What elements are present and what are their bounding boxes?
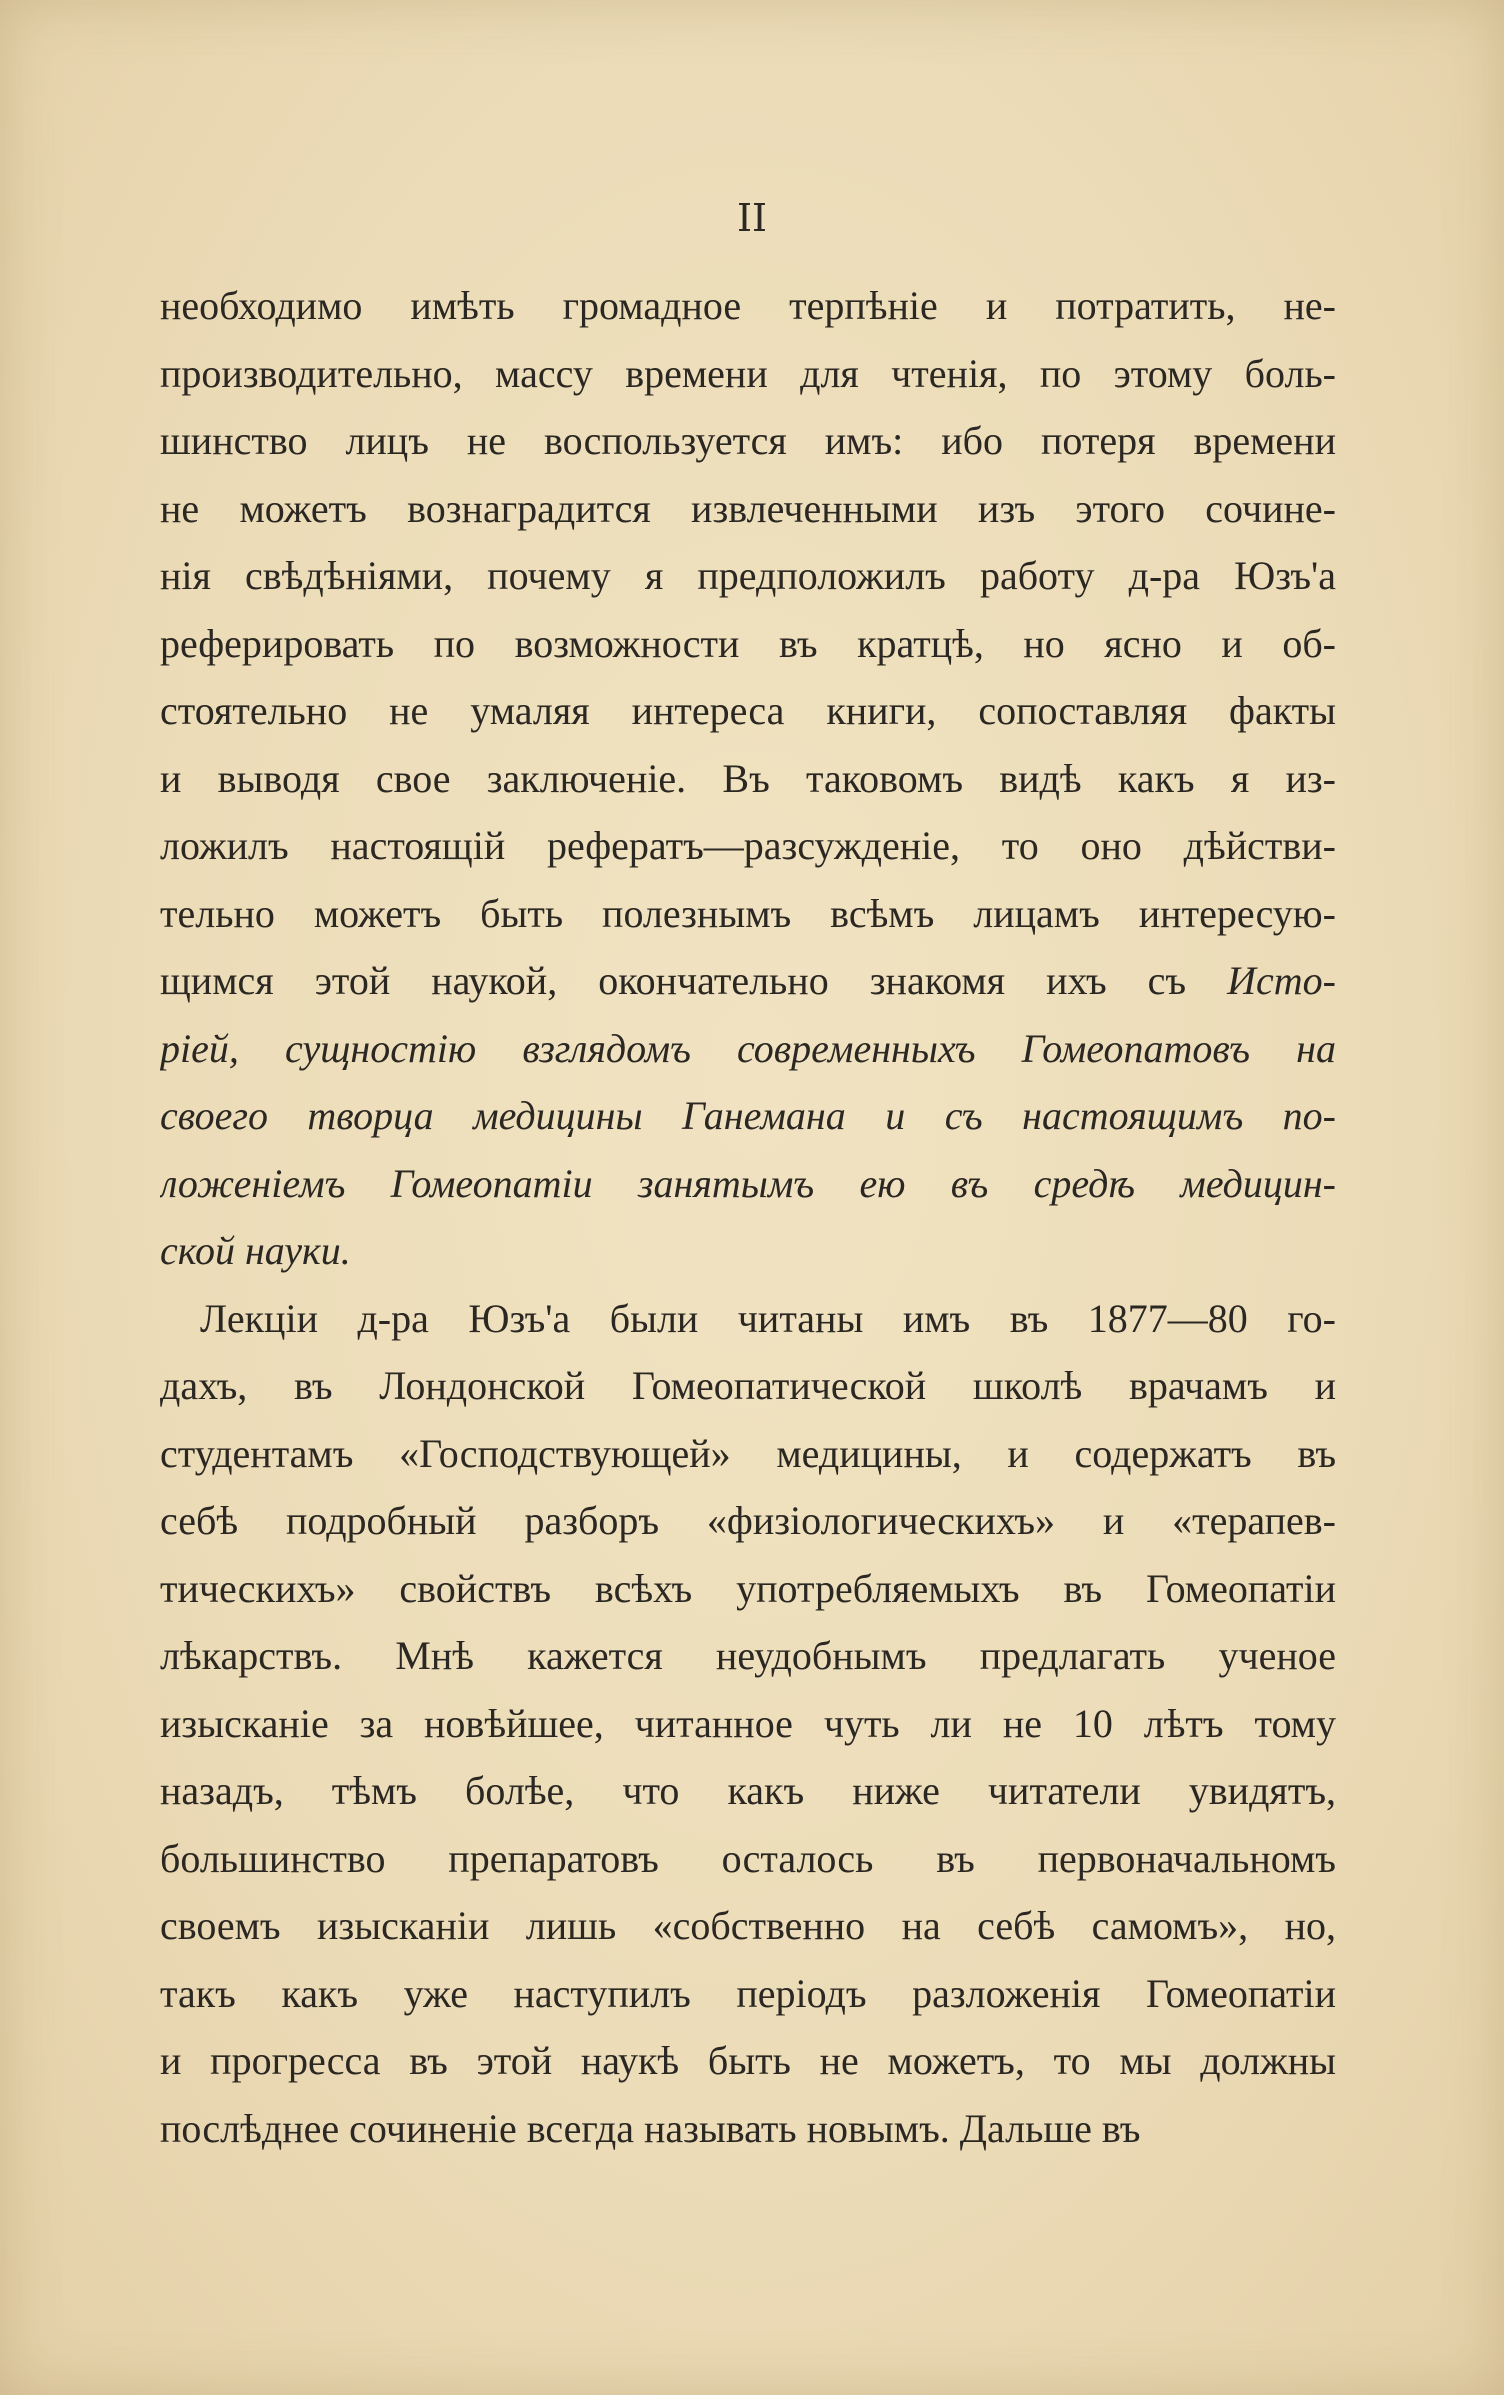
text-line bbox=[160, 1757, 1336, 1825]
page-number: II bbox=[736, 196, 768, 240]
text-run: студентамъ «Господствующей» медицины, и содержатъ въ bbox=[160, 1430, 1336, 1476]
text-line bbox=[160, 1690, 1336, 1758]
text-line bbox=[160, 947, 1336, 1015]
text-line bbox=[160, 1285, 1336, 1353]
text-run: дахъ, въ Лондонской Гомеопатической школѣ врачамъ и bbox=[160, 1363, 1336, 1408]
text-run: щимся этой наукой, окончательно знакомя ихъ съ bbox=[160, 958, 1228, 1003]
text-run: тическихъ» свойствъ всѣхъ употребляемыхъ въ Гомеопатіи bbox=[160, 1565, 1336, 1611]
text-line bbox=[160, 1960, 1336, 2028]
text-line bbox=[160, 745, 1336, 813]
text-line bbox=[160, 1015, 1336, 1083]
text-run: производительно, массу времени для чтенія, по этому боль- bbox=[160, 350, 1336, 396]
text-run: своемъ изысканіи лишь «собственно на себѣ самомъ», но, bbox=[160, 1903, 1336, 1948]
text-line bbox=[160, 272, 1336, 340]
text-line bbox=[160, 1555, 1336, 1623]
text-run: стоятельно не умаляя интереса книги, сопоставляя факты bbox=[160, 688, 1336, 733]
text-run: назадъ, тѣмъ болѣе, что какъ ниже читатели увидятъ, bbox=[160, 1768, 1336, 1813]
text-run: не можетъ вознаградится извлеченными изъ этого сочине- bbox=[160, 485, 1336, 531]
text-line bbox=[160, 340, 1336, 408]
text-run: себѣ подробный разборъ «физіологическихъ» и «терапев- bbox=[160, 1498, 1336, 1543]
text-line bbox=[160, 1352, 1336, 1420]
paragraph bbox=[160, 272, 1336, 1285]
text-run: большинство препаратовъ осталось въ первоначальномъ bbox=[160, 1835, 1336, 1881]
text-line bbox=[160, 1892, 1336, 1960]
text-run: лѣкарствъ. Мнѣ кажется неудобнымъ предлагать ученое bbox=[160, 1633, 1336, 1678]
italic-text: ской науки. bbox=[160, 1228, 351, 1273]
text-line bbox=[160, 1082, 1336, 1150]
text-line bbox=[160, 1825, 1336, 1893]
text-line bbox=[160, 1217, 1336, 1285]
text-run: реферировать по возможности въ кратцѣ, но ясно и об- bbox=[160, 620, 1336, 666]
text-run: ложилъ настоящій рефератъ—разсужденіе, то оно дѣйстви- bbox=[160, 823, 1336, 868]
text-line bbox=[160, 610, 1336, 678]
text-line bbox=[160, 2027, 1336, 2095]
text-line bbox=[160, 542, 1336, 610]
text-run: и прогресса въ этой наукѣ быть не можетъ, то мы должны bbox=[160, 2038, 1336, 2083]
text-line bbox=[160, 2095, 1336, 2163]
text-line bbox=[160, 1487, 1336, 1555]
italic-text: ріей, сущностію взглядомъ современныхъ Гомеопатовъ на bbox=[160, 1025, 1336, 1071]
text-line bbox=[160, 407, 1336, 475]
text-line bbox=[160, 1420, 1336, 1488]
italic-text: своего творца медицины Ганемана и съ настоящимъ по- bbox=[160, 1093, 1336, 1138]
body-text bbox=[160, 272, 1336, 2162]
text-run: послѣднее сочиненіе всегда называть новымъ. Дальше въ bbox=[160, 2105, 1141, 2151]
text-line bbox=[160, 812, 1336, 880]
text-run: шинство лицъ не воспользуется имъ: ибо потеря времени bbox=[160, 418, 1336, 463]
text-run: Лекціи д-ра Юзъ'а были читаны имъ въ 1877—80 го- bbox=[200, 1295, 1336, 1341]
italic-text: ложеніемъ Гомеопатіи занятымъ ею въ средѣ медицин- bbox=[160, 1160, 1336, 1206]
text-run: и выводя свое заключеніе. Въ таковомъ видѣ какъ я из- bbox=[160, 755, 1336, 801]
text-run: такъ какъ уже наступилъ періодъ разложенія Гомеопатіи bbox=[160, 1970, 1336, 2016]
text-run: изысканіе за новѣйшее, читанное чуть ли не 10 лѣтъ тому bbox=[160, 1700, 1336, 1746]
paragraph bbox=[160, 1285, 1336, 2163]
text-line bbox=[160, 1150, 1336, 1218]
text-line bbox=[160, 880, 1336, 948]
text-line bbox=[160, 475, 1336, 543]
text-run: нія свѣдѣніями, почему я предположилъ работу д-ра Юзъ'а bbox=[160, 553, 1336, 598]
text-run: тельно можетъ быть полезнымъ всѣмъ лицамъ интересую- bbox=[160, 890, 1336, 936]
text-line bbox=[160, 1622, 1336, 1690]
text-line bbox=[160, 677, 1336, 745]
italic-text: Исто- bbox=[1227, 958, 1336, 1003]
text-run: необходимо имѣть громадное терпѣніе и потратить, не- bbox=[160, 283, 1336, 328]
